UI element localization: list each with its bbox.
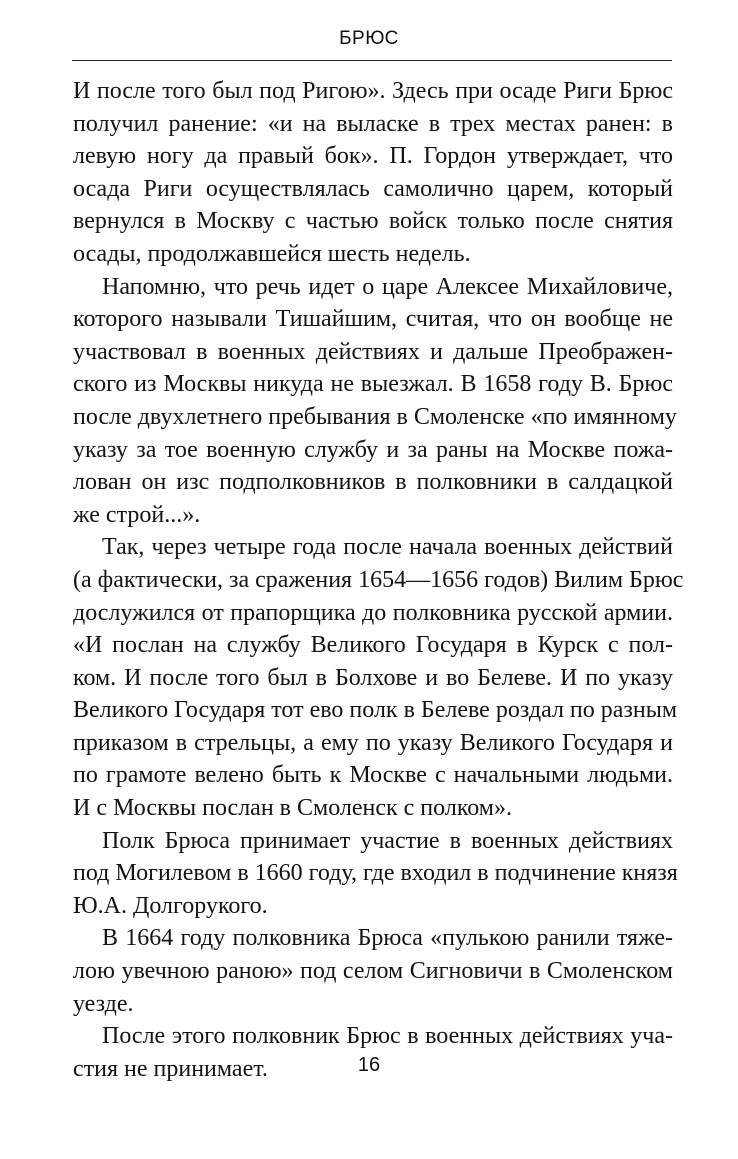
text-line: лою увечною раною» под селом Сигновичи в Смоленском [73, 958, 673, 985]
text-line: получил ранение: «и на выласке в трех местах ранен: в [73, 110, 673, 137]
text-line: После этого полковник Брюс в военных действиях уча- [102, 1023, 673, 1050]
text-line: Полк Брюса принимает участие в военных действиях [102, 827, 673, 854]
text-line: лован он изс подполковников в полковники в салдацкой [73, 469, 673, 496]
text-line: В 1664 году полковника Брюса «пулькою ранили тяже- [102, 925, 673, 952]
text-line: стия не принимает. [73, 1055, 268, 1082]
text-line: указу за тое военную службу и за раны на Москве пожа- [73, 436, 673, 463]
text-line: уезде. [73, 990, 134, 1017]
text-line: Великого Государя тот ево полк в Белеве роздал по разным [73, 697, 678, 724]
running-title: БРЮС [339, 28, 399, 49]
text-line: (а фактически, за сражения 1654—1656 годов) Вилим Брюс [73, 566, 684, 593]
paragraph-5 [73, 922, 673, 1020]
paragraph-3 [73, 531, 684, 824]
text-line: дослужился от прапорщика до полковника русской армии. [73, 599, 673, 626]
page-number: 16 [357, 1054, 381, 1076]
text-line: «И послан на службу Великого Государя в Курск с пол- [73, 632, 673, 659]
text-line: вернулся в Москву с частью войск только после снятия [73, 208, 673, 235]
text-line: Ю.А. Долгорукого. [73, 892, 268, 919]
text-line: ком. И после того был в Болхове и во Белеве. И по указу [73, 664, 673, 691]
text-line: левую ногу да правый бок». П. Гордон утверждает, что [73, 143, 673, 170]
text-line: Напомню, что речь идет о царе Алексее Михайловиче, [102, 273, 673, 300]
body-text [73, 75, 684, 1085]
text-line: приказом в стрельцы, а ему по указу Великого Государя и [73, 729, 673, 756]
paragraph-2 [73, 271, 677, 532]
paragraph-1 [73, 75, 673, 271]
text-line: участвовал в военных действиях и дальше Преображен- [73, 338, 673, 365]
text-line: которого называли Тишайшим, считая, что он вообще не [73, 306, 673, 333]
text-line: И с Москвы послан в Смоленск с полком». [73, 795, 512, 822]
text-line: осады, продолжавшейся шесть недель. [73, 240, 471, 267]
text-line: И после того был под Ригою». Здесь при осаде Риги Брюс [73, 78, 673, 104]
paragraph-4 [73, 825, 678, 923]
text-line: после двухлетнего пребывания в Смоленске «по имянному [73, 403, 677, 430]
text-line: ского из Москвы никуда не выезжал. В 1658 году В. Брюс [73, 371, 673, 398]
text-line: же строй...». [73, 501, 201, 528]
text-line: Так, через четыре года после начала военных действий [102, 534, 673, 561]
text-line: под Могилевом в 1660 году, где входил в подчинение князя [73, 860, 678, 887]
header-rule [72, 60, 672, 61]
text-line: по грамоте велено быть к Москве с начальными людьми. [73, 762, 673, 789]
text-line: осада Риги осуществлялась самолично царем, который [73, 175, 673, 202]
